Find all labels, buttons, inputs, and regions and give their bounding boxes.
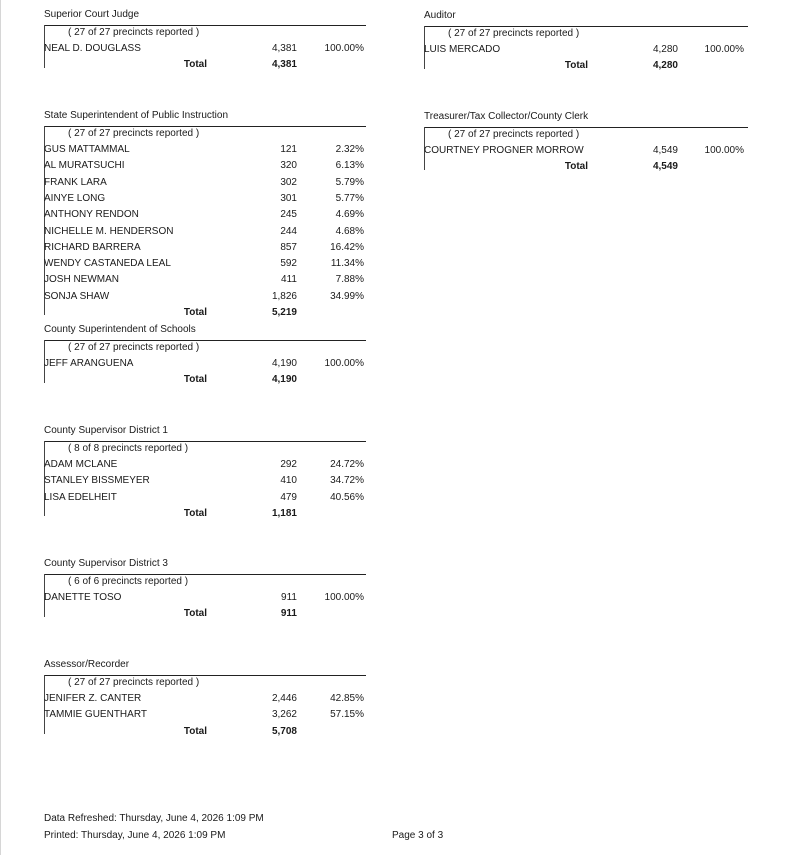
candidate-percent: 5.77% [335, 192, 364, 204]
precincts-reported: ( 6 of 6 precincts reported ) [68, 576, 189, 587]
precincts-reported: ( 27 of 27 precincts reported ) [448, 28, 580, 39]
candidate-name: AL MURATSUCHI [44, 160, 125, 172]
candidate-name: TAMMIE GUENTHART [44, 709, 147, 721]
candidate-percent: 40.56% [330, 491, 364, 503]
candidate-name: JEFF ARANGUENA [44, 358, 134, 369]
candidate-name: JOSH NEWMAN [44, 274, 119, 286]
race-divider [44, 126, 366, 127]
precincts-reported: ( 27 of 27 precincts reported ) [68, 128, 200, 139]
candidate-votes: 1,826 [271, 290, 297, 302]
candidate-name: NICHELLE M. HENDERSON [44, 225, 174, 237]
candidate-percent: 24.72% [330, 459, 364, 470]
candidate-votes: 479 [280, 491, 297, 503]
candidate-name: ANTHONY RENDON [44, 209, 139, 221]
candidate-percent: 100.00% [704, 44, 744, 55]
candidate-votes: 292 [280, 459, 297, 470]
candidate-votes: 2,446 [271, 693, 297, 704]
candidate-percent: 57.15% [330, 709, 364, 721]
candidate-name: AINYE LONG [44, 192, 106, 204]
candidate-votes: 3,262 [271, 709, 297, 721]
candidate-percent: 4.69% [335, 209, 364, 221]
candidate-votes: 4,280 [652, 44, 678, 55]
candidate-votes: 244 [280, 225, 297, 237]
candidate-votes: 411 [281, 274, 297, 286]
candidate-name: STANLEY BISSMEYER [44, 475, 150, 487]
candidate-votes: 911 [281, 592, 297, 603]
candidate-votes: 4,190 [271, 358, 297, 369]
total-label: Total [183, 374, 207, 386]
race-title: Assessor/Recorder [44, 659, 130, 670]
candidate-votes: 245 [280, 209, 297, 221]
total-label: Total [564, 161, 588, 173]
total-votes: 4,190 [271, 374, 297, 386]
race-divider [44, 25, 366, 26]
candidate-votes: 4,381 [271, 43, 297, 54]
candidate-name: GUS MATTAMMAL [44, 144, 130, 155]
race-divider [44, 340, 366, 341]
total-votes: 4,280 [652, 60, 678, 72]
precincts-reported: ( 27 of 27 precincts reported ) [68, 342, 200, 353]
race-divider [424, 127, 748, 128]
candidate-name: WENDY CASTANEDA LEAL [44, 258, 171, 270]
candidate-percent: 7.88% [335, 274, 364, 286]
candidate-percent: 4.68% [335, 225, 364, 237]
precincts-reported: ( 27 of 27 precincts reported ) [68, 677, 200, 688]
candidate-votes: 302 [280, 176, 297, 188]
candidate-percent: 2.32% [335, 144, 364, 155]
total-label: Total [183, 725, 207, 737]
candidate-name: SONJA SHAW [44, 290, 110, 302]
candidate-name: LUIS MERCADO [424, 44, 501, 55]
race-title: Superior Court Judge [44, 9, 140, 20]
race-divider [424, 26, 748, 27]
race-divider [44, 574, 366, 575]
total-votes: 5,708 [271, 725, 297, 737]
page-edge [0, 0, 1, 855]
candidate-percent: 34.72% [330, 475, 364, 487]
total-votes: 1,181 [271, 507, 297, 519]
candidate-name: RICHARD BARRERA [44, 241, 141, 253]
candidate-percent: 100.00% [324, 358, 364, 369]
candidate-votes: 410 [280, 475, 297, 487]
candidate-name: JENIFER Z. CANTER [44, 693, 142, 704]
page-number: Page 3 of 3 [392, 830, 444, 841]
candidate-percent: 5.79% [335, 176, 364, 188]
candidate-percent: 42.85% [330, 693, 364, 704]
race-title: Auditor [424, 10, 456, 21]
candidate-percent: 6.13% [335, 160, 364, 172]
race-divider [44, 675, 366, 676]
candidate-votes: 301 [280, 192, 297, 204]
total-votes: 5,219 [271, 307, 297, 318]
candidate-votes: 320 [280, 160, 297, 172]
candidate-percent: 100.00% [704, 145, 744, 156]
candidate-name: ADAM MCLANE [44, 459, 118, 470]
candidate-name: NEAL D. DOUGLASS [44, 43, 141, 54]
race-title: Treasurer/Tax Collector/County Clerk [424, 111, 589, 122]
total-label: Total [183, 59, 207, 71]
race-title: County Supervisor District 1 [44, 425, 168, 436]
total-votes: 911 [280, 608, 297, 620]
candidate-votes: 4,549 [652, 145, 678, 156]
candidate-name: FRANK LARA [44, 176, 107, 188]
total-label: Total [183, 608, 207, 620]
candidate-name: DANETTE TOSO [44, 592, 122, 603]
total-votes: 4,549 [652, 161, 678, 173]
precincts-reported: ( 27 of 27 precincts reported ) [448, 129, 580, 140]
printed-text: Printed: Thursday, June 4, 2026 1:09 PM [44, 830, 226, 841]
race-title: County Supervisor District 3 [44, 558, 168, 569]
race-divider [44, 441, 366, 442]
candidate-percent: 100.00% [324, 43, 364, 54]
candidate-percent: 11.34% [330, 258, 364, 270]
candidate-votes: 121 [280, 144, 297, 155]
precincts-reported: ( 27 of 27 precincts reported ) [68, 27, 200, 38]
total-votes: 4,381 [271, 59, 297, 71]
total-label: Total [564, 60, 588, 72]
data-refreshed-text: Data Refreshed: Thursday, June 4, 2026 1:09 PM [44, 813, 264, 824]
candidate-percent: 100.00% [324, 592, 364, 603]
precincts-reported: ( 8 of 8 precincts reported ) [68, 443, 189, 454]
total-label: Total [183, 507, 207, 519]
race-title: County Superintendent of Schools [44, 324, 196, 335]
total-label: Total [183, 307, 207, 318]
candidate-name: COURTNEY PROGNER MORROW [424, 145, 584, 156]
candidate-percent: 34.99% [330, 290, 364, 302]
candidate-name: LISA EDELHEIT [44, 491, 117, 503]
candidate-percent: 16.42% [330, 241, 364, 253]
candidate-votes: 857 [280, 241, 297, 253]
candidate-votes: 592 [280, 258, 297, 270]
race-title: State Superintendent of Public Instruction [44, 110, 229, 121]
